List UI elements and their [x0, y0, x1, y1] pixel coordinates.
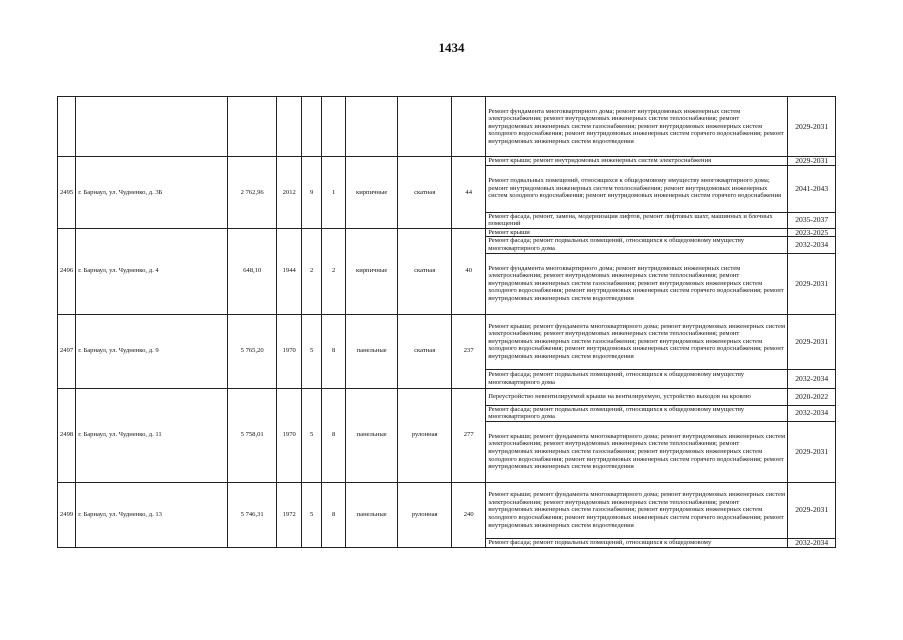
units-cell: 40: [452, 228, 486, 314]
entrances-cell: 8: [322, 482, 346, 547]
work-period-cell: 2029-2031: [788, 314, 836, 369]
units-cell: 237: [452, 314, 486, 388]
work-description-cell: Ремонт фасада; ремонт подвальных помещений, относящихся к общедомовому имуществу многоквартирного дома: [486, 405, 788, 421]
area-cell: 2 762,96: [228, 157, 277, 229]
work-period-cell: 2029-2031: [788, 421, 836, 482]
area-cell: 5 758,01: [228, 388, 277, 482]
table-row: [58, 97, 836, 157]
work-period-cell: 2041-2043: [788, 165, 836, 212]
work-period-cell: 2029-2031: [788, 97, 836, 157]
area-cell: 5 746,31: [228, 482, 277, 547]
units-cell: 277: [452, 388, 486, 482]
work-period-cell: 2032-2034: [788, 538, 836, 547]
work-period-cell: 2032-2034: [788, 237, 836, 253]
address-cell: г. Барнаул, ул. Чудненко, д. 9: [76, 314, 228, 388]
area-cell: 5 765,20: [228, 314, 277, 388]
wall-material-cell: панельные: [346, 314, 398, 388]
table-row: [58, 388, 836, 405]
roof-type-cell: рулонная: [398, 388, 452, 482]
page-number: 1434: [438, 40, 465, 55]
units-cell: 44: [452, 157, 486, 229]
work-period-cell: 2020-2022: [788, 388, 836, 405]
work-period-cell: 2023-2025: [788, 228, 836, 237]
roof-type-cell: скатная: [398, 157, 452, 229]
floors-cell: 5: [302, 314, 322, 388]
work-description-cell: Ремонт фасада; ремонт подвальных помещений, относящихся к общедомовому имуществу многоквартирного дома: [486, 369, 788, 388]
work-description-cell: Ремонт фасада; ремонт подвальных помещений, относящихся к общедомовому имуществу многоквартирного дома: [486, 237, 788, 253]
units-cell: [452, 97, 486, 157]
table-row: [58, 228, 836, 237]
entrances-cell: 2: [322, 228, 346, 314]
work-period-cell: 2029-2031: [788, 157, 836, 166]
year-cell: 1970: [277, 314, 302, 388]
work-description-cell: Ремонт крыши; ремонт фундамента многоквартирного дома; ремонт внутридомовых инженерных систем электроснабжения; ремонт внутридомовых инженерных систем теплоснабжения; ремонт внутридомовых инженерных систем газоснабжения; ремонт внутридомовых инженерных систем холодного водоснабжения; ремонт внутридомовых инженерных систем горячего водоснабжения; ремонт внутридомовых инженерных систем водоотведения: [486, 421, 788, 482]
floors-cell: 9: [302, 157, 322, 229]
wall-material-cell: [346, 97, 398, 157]
work-description-cell: Ремонт фундамента многоквартирного дома; ремонт внутридомовых инженерных систем электроснабжения; ремонт внутридомовых инженерных систем теплоснабжения; ремонт внутридомовых инженерных систем газоснабжения; ремонт внутридомовых инженерных систем холодного водоснабжения; ремонт внутридомовых инженерных систем горячего водоснабжения; ремонт внутридомовых инженерных систем водоотведения: [486, 253, 788, 314]
address-cell: г. Барнаул, ул. Чудненко, д. 11: [76, 388, 228, 482]
work-period-cell: 2029-2031: [788, 482, 836, 538]
units-cell: 240: [452, 482, 486, 547]
work-description-cell: Ремонт крыши: [486, 228, 788, 237]
entrances-cell: 1: [322, 157, 346, 229]
area-cell: 648,10: [228, 228, 277, 314]
entrances-cell: 8: [322, 314, 346, 388]
year-cell: 1944: [277, 228, 302, 314]
house-number-cell: 2497: [58, 314, 76, 388]
year-cell: 1970: [277, 388, 302, 482]
capital-repair-table: [57, 96, 836, 548]
roof-type-cell: [398, 97, 452, 157]
entrances-cell: [322, 97, 346, 157]
address-cell: г. Барнаул, ул. Чудненко, д. 13: [76, 482, 228, 547]
house-number-cell: 2498: [58, 388, 76, 482]
house-number-cell: 2499: [58, 482, 76, 547]
floors-cell: 5: [302, 388, 322, 482]
house-number-cell: 2495: [58, 157, 76, 229]
work-period-cell: 2032-2034: [788, 405, 836, 421]
work-description-cell: Ремонт фасада; ремонт подвальных помещений, относящихся к общедомовому: [486, 538, 788, 547]
address-cell: г. Барнаул, ул. Чудненко, д. 4: [76, 228, 228, 314]
table-row: [58, 482, 836, 538]
work-description-cell: Переустройство невентилируемой крыши на вентилируемую, устройство выходов на кровлю: [486, 388, 788, 405]
work-description-cell: Ремонт подвальных помещений, относящихся к общедомовому имуществу многоквартирного дома; ремонт внутридомовых инженерных систем теплоснабжения; ремонт внутридомовых инженерных систем холодного водоснабжения; ремонт внутридомовых инженерных систем горячего водоснабжения: [486, 165, 788, 212]
wall-material-cell: панельные: [346, 482, 398, 547]
area-cell: [228, 97, 277, 157]
roof-type-cell: рулонная: [398, 482, 452, 547]
work-period-cell: 2035-2037: [788, 212, 836, 228]
year-cell: [277, 97, 302, 157]
floors-cell: [302, 97, 322, 157]
table-body: [58, 97, 836, 548]
table-row: [58, 314, 836, 369]
work-description-cell: Ремонт крыши; ремонт фундамента многоквартирного дома; ремонт внутридомовых инженерных систем электроснабжения; ремонт внутридомовых инженерных систем теплоснабжения; ремонт внутридомовых инженерных систем газоснабжения; ремонт внутридомовых инженерных систем холодного водоснабжения; ремонт внутридомовых инженерных систем горячего водоснабжения; ремонт внутридомовых инженерных систем водоотведения: [486, 314, 788, 369]
wall-material-cell: кирпичные: [346, 228, 398, 314]
work-period-cell: 2029-2031: [788, 253, 836, 314]
address-cell: [76, 97, 228, 157]
house-number-cell: 2496: [58, 228, 76, 314]
roof-type-cell: скатная: [398, 314, 452, 388]
table-row: [58, 157, 836, 166]
house-number-cell: [58, 97, 76, 157]
work-description-cell: Ремонт крыши; ремонт внутридомовых инженерных систем электроснабжения: [486, 157, 788, 166]
year-cell: 2012: [277, 157, 302, 229]
work-description-cell: Ремонт фундамента многоквартирного дома; ремонт внутридомовых инженерных систем электроснабжения; ремонт внутридомовых инженерных систем теплоснабжения; ремонт внутридомовых инженерных систем газоснабжения; ремонт внутридомовых инженерных систем холодного водоснабжения; ремонт внутридомовых инженерных систем горячего водоснабжения; ремонт внутридомовых инженерных систем водоотведения: [486, 97, 788, 157]
floors-cell: 5: [302, 482, 322, 547]
wall-material-cell: кирпичные: [346, 157, 398, 229]
work-period-cell: 2032-2034: [788, 369, 836, 388]
floors-cell: 2: [302, 228, 322, 314]
work-description-cell: Ремонт крыши; ремонт фундамента многоквартирного дома; ремонт внутридомовых инженерных систем электроснабжения; ремонт внутридомовых инженерных систем теплоснабжения; ремонт внутридомовых инженерных систем газоснабжения; ремонт внутридомовых инженерных систем холодного водоснабжения; ремонт внутридомовых инженерных систем горячего водоснабжения; ремонт внутридомовых инженерных систем водоотведения: [486, 482, 788, 538]
wall-material-cell: панельные: [346, 388, 398, 482]
roof-type-cell: скатная: [398, 228, 452, 314]
entrances-cell: 8: [322, 388, 346, 482]
address-cell: г. Барнаул, ул. Чудненко, д. 3Б: [76, 157, 228, 229]
work-description-cell: Ремонт фасада, ремонт, замена, модернизация лифтов, ремонт лифтовых шахт, машинных и блочных помещений: [486, 212, 788, 228]
year-cell: 1972: [277, 482, 302, 547]
